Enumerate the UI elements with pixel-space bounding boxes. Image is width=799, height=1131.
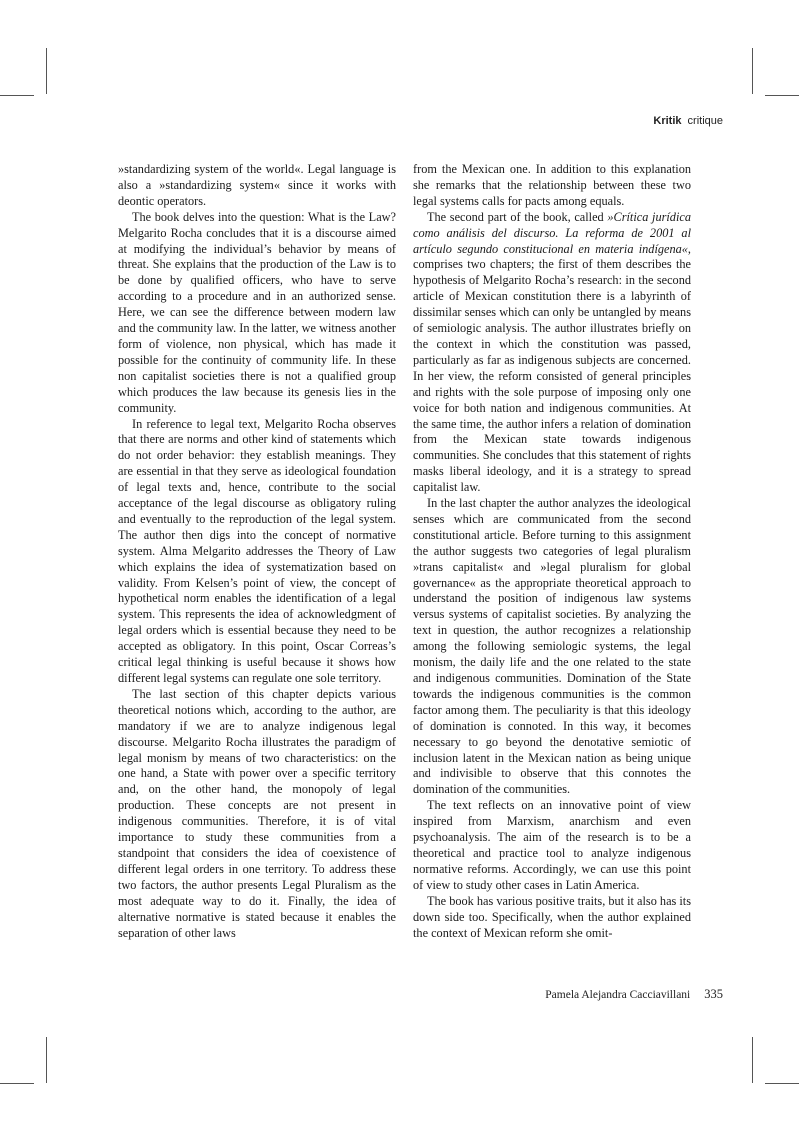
book-part-title: »Crítica jurídica como análisis del discurso. La reforma de 2001 al artículo segundo constitucional en materia indígena«	[413, 209, 691, 256]
paragraph: The book delves into the question: What is the Law? Melgarito Rocha concludes that it is a discourse aimed at modifying the individual’s behavior by means of threat. She explains that the production of the Law is to be done by qualified officers, who have to serve according to a procedure and in an authorized sense. Here, we can see the difference between modern law and the community law. In the latter, we witness another form of violence, non physical, which has made it possible for the continuity of community life. In these non capitalist societies there is not a qualified group which produces the law because its genesis lies in the community.	[118, 209, 396, 415]
crop-mark	[752, 1037, 753, 1083]
running-header	[653, 115, 723, 127]
footer-author: Pamela Alejandra Cacciavillani	[545, 989, 691, 1001]
paragraph: from the Mexican one. In addition to this explanation she remarks that the relationship between these two legal systems calls for pacts among equals.	[413, 162, 691, 208]
paragraph: »standardizing system of the world«. Legal language is also a »standardizing system« since it works with deontic operators.	[118, 162, 396, 208]
crop-mark	[46, 1037, 47, 1083]
crop-mark	[0, 1083, 34, 1084]
paragraph	[413, 210, 691, 496]
crop-mark	[0, 95, 34, 96]
crop-mark	[765, 95, 799, 96]
header-subsection: critique	[687, 115, 723, 127]
paragraph-text: The second part of the book, called	[427, 209, 608, 224]
paragraph: The book has various positive traits, but it also has its down side too. Specifically, when the author explained the context of Mexican reform she omit-	[413, 893, 692, 940]
page-number: 335	[704, 987, 723, 1001]
crop-mark	[752, 48, 753, 94]
crop-mark	[46, 48, 47, 94]
running-footer	[413, 987, 723, 1002]
paragraph: In the last chapter the author analyzes the ideological senses which are communicated from the second constitutional article. Before turning to this assignment the author suggests two categories of legal pluralism »trans capitalist« and »legal pluralism for global governance« as the appropriate theoretical approach to understand the position of indigenous law systems versus systems of capitalist societies. By analyzing the text in question, the author recognizes a relationship among the following semiologic systems, the legal monism, the daily life and the one related to the state and indigenous communities. Domination of the State towards the indigenous communities is the common factor among them. The peculiarity is that this ideology of domination is connoted. In this way, it becomes necessary to go beyond the denotative semiotic of inclusion latent in the Mexican nation as being unique and indivisible to observe that this connotes the domination of the communities.	[413, 496, 691, 797]
paragraph-text: , comprises two chapters; the first of them describes the hypothesis of Melgarito Rocha’s research: in the second article of Mexican constitution there is a labyrinth of dissimilar senses which can only be untangled by means of semiologic analysis. The author illustrates briefly on the context in which the constitution was passed, particularly as far as indigenous subjects are concerned. In her view, the reform consisted of general principles and rights with the sole purpose of imposing only one voice for both nation and indigenous communities. At the same time, the author infers a relation of domination from the Mexican state towards indigenous communities. She concludes that this statement of rights masks liberal ideology, and it is a strategy to spread capitalist law.	[413, 241, 691, 495]
right-column	[413, 162, 691, 941]
paragraph: In reference to legal text, Melgarito Rocha observes that there are norms and other kind of statements which do not order behavior: they establish meanings. They are essential in that they serve as ideological foundation of legal texts and, hence, contribute to the social acceptance of the legal discourse as obligatory ruling and eventually to the reproduction of the legal system. The author then digs into the concept of normative system. Alma Melgarito addresses the Theory of Law which explains the idea of systematization based on validity. From Kelsen’s point of view, the concept of hypothetical norm enables the identification of a legal system. This represents the idea of acknowledgment of legal orders which is essential because they need to be accepted as obligatory. In this point, Oscar Correas’s critical legal thinking is useful because it shows how different legal systems can regulate one sole territory.	[118, 416, 396, 685]
left-column	[118, 162, 396, 941]
header-section: Kritik	[653, 115, 682, 127]
paragraph: The last section of this chapter depicts various theoretical notions which, according to the author, are mandatory if we are to analyze indigenous legal discourse. Melgarito Rocha illustrates the paradigm of legal monism by means of two characteristics: on the one hand, a State with power over a specific territory and, on the other hand, the monopoly of legal production. These concepts are not present in indigenous communities. Therefore, it is of vital importance to study these communities from a standpoint that considers the idea of coexistence of different legal orders in one territory. To address these two factors, the author presents Legal Pluralism as the most adequate way to do it. Finally, the idea of alternative normative is stated because it enables the separation of other laws	[118, 686, 396, 940]
crop-mark	[765, 1083, 799, 1084]
paragraph: The text reflects on an innovative point of view inspired from Marxism, anarchism and even psychoanalysis. The aim of the research is to be a theoretical and practice tool to analyze indigenous normative reforms. Accordingly, we can use this point of view to study other cases in Latin America.	[413, 798, 691, 892]
